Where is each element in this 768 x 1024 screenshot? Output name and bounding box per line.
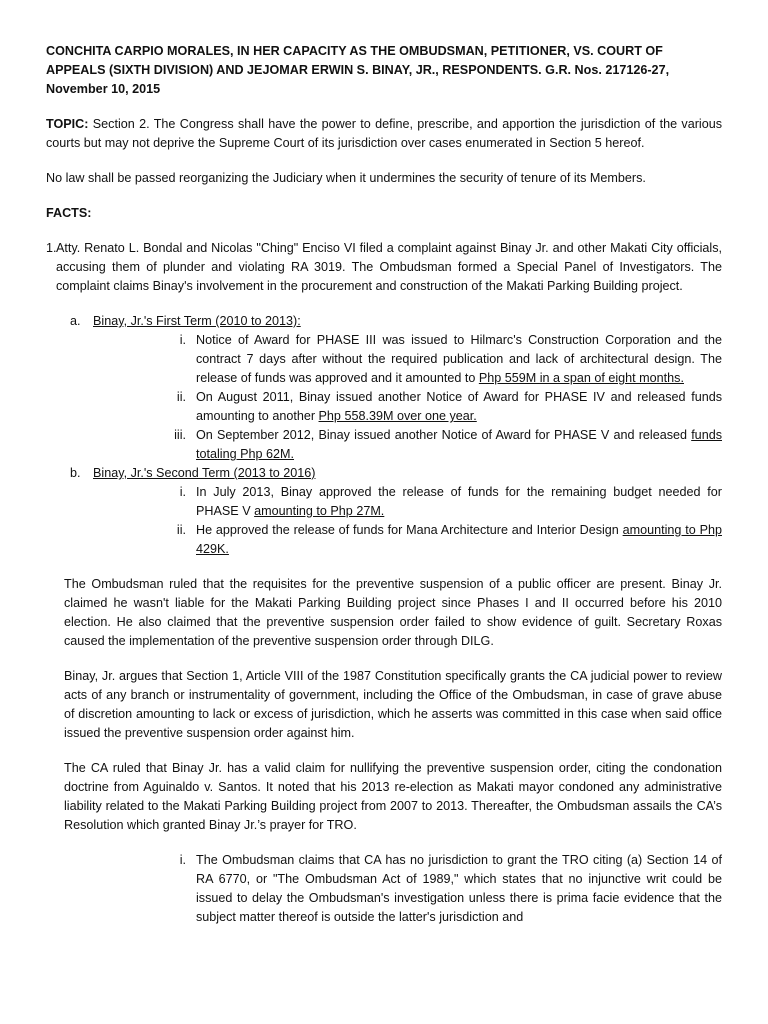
item-marker: iii. <box>174 428 186 442</box>
item-text <box>196 426 722 464</box>
item-text-plain: On September 2012, Binay issued another Notice of Award for PHASE V and released <box>196 428 692 442</box>
term-b-heading-row <box>70 464 722 483</box>
claim-marker: i. <box>179 853 186 867</box>
ca-ruling-paragraph: The CA ruled that Binay Jr. has a valid claim for nullifying the preventive suspension order, citing the condonation doctrine from Aguinaldo v. Santos. It noted that his 2013 re-election as Makati mayor condoned any administrative liability related to the Makati Parking Building project from 2007 to 2013. Thereafter, the Ombudsman assails the CA’s Resolution which granted Binay Jr.’s prayer for TRO. <box>64 761 722 832</box>
term-a-item <box>160 426 722 464</box>
fact-item-1 <box>46 239 722 296</box>
item-text <box>196 483 722 521</box>
item-text-plain: Notice of Award for PHASE III was issued to Hilmarc's Construction Corporation and the contract 7 days after without the required publication and lack of architectural design. The release of funds was approved and it amounted to <box>196 333 722 385</box>
term-b-item <box>160 521 722 559</box>
item-text-underlined: Php 559M in a span of eight months. <box>478 371 684 385</box>
fact-text <box>56 239 722 296</box>
fact-text-content: Atty. Renato L. Bondal and Nicolas "Ching" Enciso VI filed a complaint against Binay Jr. and other Makati City officials, accusing them of plunder and violating RA 3019. The Ombudsman formed a Special Panel of Investigators. The complaint claims Binay's involvement in the procurement and construction of the Makati Parking Building project. <box>56 241 722 293</box>
item-marker: ii. <box>176 523 186 537</box>
topic-paragraph <box>46 115 722 153</box>
case-title: CONCHITA CARPIO MORALES, IN HER CAPACITY AS THE OMBUDSMAN, PETITIONER, VS. COURT OF APPEALS (SIXTH DIVISION) AND JEJOMAR ERWIN S. BINAY, JR., RESPONDENTS. G.R. Nos. 217126-27, November 10, 2015 <box>46 44 670 96</box>
term-a-heading: Binay, Jr.'s First Term (2010 to 2013): <box>93 314 301 328</box>
facts-heading: FACTS: <box>46 206 92 220</box>
topic-text: Section 2. The Congress shall have the power to define, prescribe, and apportion the jurisdiction of the various courts but may not deprive the Supreme Court of its jurisdiction over cases enumerated in Section 5 hereof. <box>46 117 722 150</box>
item-text-underlined: Php 558.39M over one year. <box>318 409 477 423</box>
ombudsman-claim-item <box>160 851 722 927</box>
claim-text: The Ombudsman claims that CA has no jurisdiction to grant the TRO citing (a) Section 14 of RA 6770, or "The Ombudsman Act of 1989," which states that no injunctive writ could be issued to delay the Ombudsman's investigation unless there is prima facie evidence that the subject matter thereof is outside the latter's jurisdiction and <box>196 853 722 924</box>
term-b-heading: Binay, Jr.'s Second Term (2013 to 2016) <box>93 466 316 480</box>
fact-number: 1. <box>46 241 57 255</box>
item-text-plain: On August 2011, Binay issued another Notice of Award for PHASE IV and released funds amounting to another <box>196 390 722 423</box>
item-marker: i. <box>179 485 186 499</box>
binay-argument-paragraph: Binay, Jr. argues that Section 1, Article VIII of the 1987 Constitution specifically grants the CA judicial power to review acts of any branch or instrumentality of government, including the Office of the Ombudsman, in case of grave abuse of discretion amounting to lack or excess of jurisdiction, which he asserts was committed in this case when said office issued the preventive suspension order against him. <box>64 669 722 740</box>
item-text-underlined: funds totaling Php 62M. <box>196 428 722 461</box>
no-law-paragraph: No law shall be passed reorganizing the Judiciary when it undermines the security of tenure of its Members. <box>46 171 646 185</box>
item-marker: ii. <box>176 390 186 404</box>
term-b-marker: b. <box>70 466 81 480</box>
ombudsman-ruling-paragraph: The Ombudsman ruled that the requisites for the preventive suspension of a public officer are present. Binay Jr. claimed he wasn't liable for the Makati Parking Building project since Phases I and II occurred before his 2010 election. He also claimed that the preventive suspension order failed to show evidence of guilt. Secretary Roxas caused the implementation of the preventive suspension order through DILG. <box>64 577 722 648</box>
item-text <box>196 521 722 559</box>
term-a-heading-row <box>70 312 722 331</box>
item-text-underlined: amounting to Php 27M. <box>254 504 385 518</box>
topic-label: TOPIC: <box>46 117 89 131</box>
item-text <box>196 331 722 388</box>
item-text-underlined: amounting to Php 429K. <box>196 523 722 556</box>
term-a-item <box>160 331 722 388</box>
item-text <box>196 388 722 426</box>
item-text-plain: In July 2013, Binay approved the release of funds for the remaining budget needed for PHASE V <box>196 485 722 518</box>
item-text-plain: He approved the release of funds for Mana Architecture and Interior Design <box>196 523 623 537</box>
term-b-item <box>160 483 722 521</box>
term-a-marker: a. <box>70 314 81 328</box>
term-a-item <box>160 388 722 426</box>
item-marker: i. <box>179 333 186 347</box>
